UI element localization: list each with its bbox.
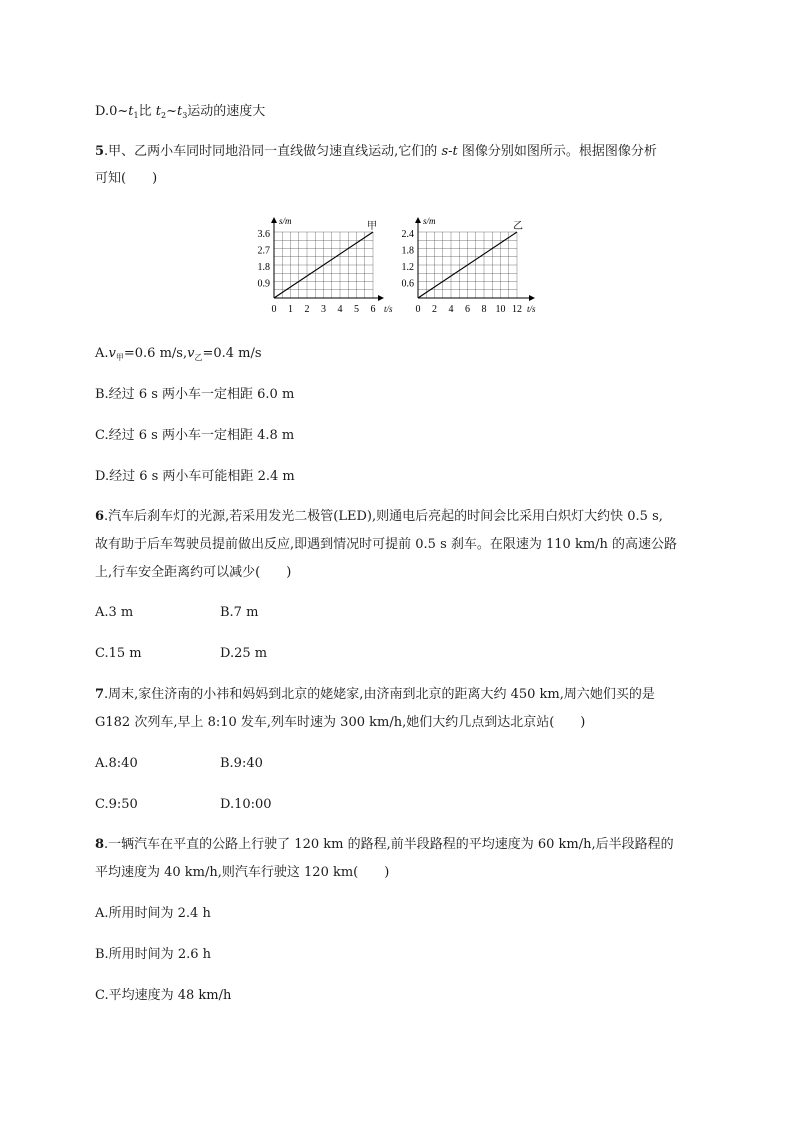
x-tick: 8 [481, 304, 487, 315]
graph-name-jia: 甲 [367, 221, 377, 232]
option-text: 比 [138, 104, 156, 119]
option-text: D.0~ [95, 104, 129, 119]
q5-option-b: B.经过 6 s 两小车一定相距 6.0 m [95, 387, 295, 402]
subscript: 乙 [194, 353, 203, 362]
option-text: 运动的速度大 [187, 104, 266, 119]
q7-stem-line-2: G182 次列车,早上 8:10 发车,列车时速为 300 km/h,她们大约几点到达北京站( ) [95, 715, 586, 730]
graph-name-yi: 乙 [513, 221, 523, 232]
var-t: t [128, 104, 134, 119]
stem-text: .一辆汽车在平直的公路上行驶了 120 km 的路程,前半段路程的平均速度为 60 km/h,后半段路程的 [104, 837, 674, 852]
x-tick: 4 [337, 304, 343, 315]
q6-option-b: B.7 m [220, 605, 259, 620]
question-number: 8 [95, 837, 105, 852]
q8-stem-line-2: 平均速度为 40 km/h,则汽车行驶这 120 km( ) [95, 865, 390, 880]
y-tick: 0.6 [401, 278, 414, 290]
subscript: 甲 [115, 353, 124, 362]
q5-stem-line-2: 可知( ) [95, 171, 158, 186]
q7-option-a: A.8:40 [95, 756, 138, 771]
y-tick: 2.4 [401, 229, 414, 240]
y-tick: 1.8 [257, 262, 270, 273]
q8-stem-line-1 [95, 836, 674, 854]
x-tick: 1 [288, 304, 293, 315]
x-tick: 4 [448, 304, 454, 315]
var-t: t [176, 104, 183, 119]
st-symbol: s-t [441, 144, 458, 159]
question-number: 7 [95, 687, 105, 702]
x-axis-label: t/s [527, 304, 536, 314]
x-tick: 3 [321, 304, 326, 315]
x-tick: 10 [495, 304, 506, 315]
var-v: v [108, 346, 116, 361]
q8-option-b: B.所用时间为 2.6 h [95, 947, 211, 962]
q7-option-d: D.10:00 [220, 797, 272, 812]
q6-option-c: C.15 m [95, 646, 142, 661]
x-tick: 5 [354, 304, 359, 315]
q6-stem-line-1 [95, 508, 663, 526]
x-tick: 2 [432, 304, 437, 315]
q7-stem-line-1 [95, 686, 655, 704]
q5-option-c: C.经过 6 s 两小车一定相距 4.8 m [95, 428, 295, 443]
subscript: 1 [133, 111, 139, 120]
x-tick: 2 [304, 304, 310, 315]
y-tick: 3.6 [257, 229, 270, 240]
y-tick: 1.8 [401, 245, 414, 257]
x-tick: 6 [370, 304, 376, 315]
x-tick: 0 [271, 304, 277, 315]
graph-jia [258, 216, 394, 315]
y-tick: 0.9 [257, 278, 270, 290]
q5-graphs [250, 213, 550, 323]
stem-text: .汽车后刹车灯的光源,若采用发光二极管(LED),则通电后亮起的时间会比采用白炽灯大约快 0.5 s, [104, 509, 663, 524]
q4-option-d [95, 103, 265, 125]
y-axis-label: s/m [279, 216, 292, 226]
var-t: t [155, 104, 161, 119]
option-text: A. [95, 346, 109, 361]
x-tick: 0 [415, 304, 421, 315]
q6-stem-line-2: 故有助于后车驾驶员提前做出反应,即遇到情况时可提前 0.5 s 刹车。在限速为 110 km/h 的高速公路 [95, 537, 678, 552]
y-tick: 1.2 [401, 262, 414, 273]
x-tick: 12 [512, 304, 522, 315]
q5-option-d: D.经过 6 s 两小车可能相距 2.4 m [95, 469, 295, 484]
subscript: 3 [182, 111, 188, 120]
graph-yi [402, 216, 537, 315]
option-text: =0.6 m/s, [123, 346, 188, 361]
q7-option-c: C.9:50 [95, 797, 138, 812]
q8-option-a: A.所用时间为 2.4 h [95, 906, 211, 921]
q5-stem-line-1 [95, 143, 657, 161]
question-number: 6 [95, 509, 105, 524]
subscript: 2 [160, 111, 167, 120]
stem-text: .甲、乙两小车同时同地沿同一直线做匀速直线运动,它们的 [104, 144, 442, 159]
y-axis-label: s/m [423, 216, 436, 226]
x-axis-label: t/s [384, 304, 393, 314]
q5-option-a [95, 345, 262, 367]
stem-text: .周末,家住济南的小祎和妈妈到北京的姥姥家,由济南到北京的距离大约 450 km,周六她们买的是 [104, 687, 655, 702]
option-text: =0.4 m/s [202, 346, 262, 361]
stem-text: 图像分别如图所示。根据图像分析 [457, 144, 657, 159]
q6-option-a: A.3 m [95, 605, 134, 620]
x-tick: 6 [465, 304, 470, 315]
q6-stem-line-3: 上,行车安全距离约可以减少( ) [95, 565, 292, 580]
q6-option-d: D.25 m [220, 646, 268, 661]
q7-option-b: B.9:40 [220, 756, 263, 771]
q8-option-c: C.平均速度为 48 km/h [95, 988, 232, 1003]
question-number: 5 [95, 144, 105, 159]
var-v: v [187, 346, 195, 361]
y-tick: 2.7 [257, 245, 270, 257]
option-text: ~ [166, 104, 177, 119]
